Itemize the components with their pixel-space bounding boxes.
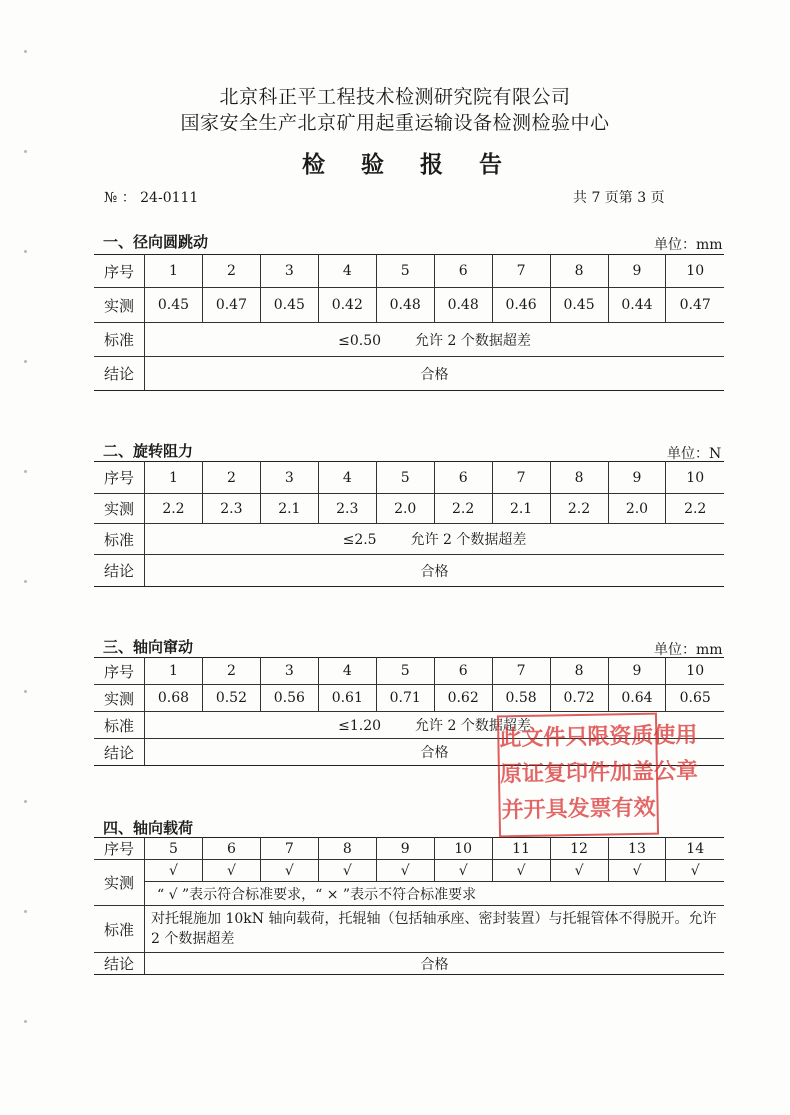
conclusion-cell: 合格 [145,739,725,766]
row-label: 实测 [94,494,145,524]
table-row [94,685,724,712]
seq-cell: 9 [376,838,434,860]
row-label: 实测 [94,288,145,323]
value-cell: 2.1 [492,494,550,524]
standard-cell [145,323,725,357]
row-label: 结论 [94,953,145,975]
seq-cell: 3 [260,255,318,288]
row-label: 实测 [94,860,145,906]
seq-cell: 8 [550,658,608,685]
value-cell: 2.0 [376,494,434,524]
org-name-line1: 北京科正平工程技术检测研究院有限公司 [219,86,571,108]
seq-cell: 10 [666,255,724,288]
stamp-line: 并开具发票有效 [501,795,656,824]
copy-validity-stamp [497,713,699,838]
binding-mark [24,800,27,803]
row-label: 标准 [94,524,145,555]
check-cell: √ [666,860,724,882]
seq-cell: 4 [318,658,376,685]
value-cell: 0.58 [492,685,550,712]
seq-cell: 3 [260,462,318,494]
stamp-line: 此文件只限资质使用 [499,722,698,752]
table-row [94,906,724,953]
value-cell: 0.61 [318,685,376,712]
binding-mark [24,50,27,53]
report-title: 检 验 报 告 [301,151,517,178]
conclusion-cell: 合格 [145,555,725,587]
table-row [94,357,724,391]
row-label: 标准 [94,906,145,953]
seq-cell: 2 [202,462,260,494]
seq-cell: 4 [318,462,376,494]
table-row [94,288,724,323]
check-cell: √ [376,860,434,882]
standard-limit: ≤0.50 [338,332,382,349]
value-cell: 0.65 [666,685,724,712]
axial-load-table [94,837,724,975]
value-cell: 2.2 [550,494,608,524]
seq-cell: 5 [376,658,434,685]
stamp-line: 原证复印件加盖公章 [499,758,699,788]
binding-mark [24,910,27,913]
row-label: 序号 [94,658,145,685]
seq-cell: 1 [145,658,203,685]
row-label: 序号 [94,462,145,494]
standard-cell: 对托辊施加 10kN 轴向载荷，托辊轴（包括轴承座、密封装置）与托辊管体不得脱开。允许 2 个数据超差 [145,906,725,953]
standard-note: 允许 2 个数据超差 [415,718,531,734]
value-cell: 2.1 [260,494,318,524]
table-row [94,555,724,587]
value-cell: 2.2 [145,494,203,524]
seq-cell: 9 [608,462,666,494]
seq-cell: 11 [492,838,550,860]
standard-limit: ≤2.5 [342,532,377,548]
value-cell: 2.0 [608,494,666,524]
binding-mark [24,250,27,253]
table-row [94,255,724,288]
seq-cell: 9 [608,255,666,288]
table-row [94,658,724,685]
row-label: 结论 [94,555,145,587]
check-cell: √ [318,860,376,882]
seq-cell: 4 [318,255,376,288]
seq-cell: 7 [492,462,550,494]
value-cell: 0.72 [550,685,608,712]
value-cell: 0.42 [318,288,376,323]
check-cell: √ [434,860,492,882]
standard-limit: ≤1.20 [338,718,382,734]
check-cell: √ [202,860,260,882]
value-cell: 0.47 [666,288,724,323]
radial-runout-table [94,254,724,391]
seq-cell: 2 [202,255,260,288]
value-cell: 0.44 [608,288,666,323]
value-cell: 0.45 [550,288,608,323]
value-cell: 0.47 [202,288,260,323]
section-unit: 单位：N [667,446,722,462]
table-row [94,882,724,906]
check-cell: √ [550,860,608,882]
seq-cell: 6 [434,255,492,288]
seq-cell: 5 [376,255,434,288]
value-cell: 0.48 [376,288,434,323]
binding-mark [24,580,27,583]
binding-mark [24,690,27,693]
value-cell: 0.68 [145,685,203,712]
check-cell: √ [492,860,550,882]
row-label: 实测 [94,685,145,712]
seq-cell: 1 [145,255,203,288]
seq-cell: 14 [666,838,724,860]
section-unit: 单位：mm [654,642,723,658]
value-cell: 2.2 [666,494,724,524]
value-cell: 2.2 [434,494,492,524]
table-row [94,494,724,524]
seq-cell: 5 [145,838,203,860]
value-cell: 0.46 [492,288,550,323]
table-row [94,860,724,882]
seq-cell: 9 [608,658,666,685]
seq-cell: 10 [434,838,492,860]
value-cell: 0.45 [260,288,318,323]
conclusion-cell: 合格 [145,953,725,975]
table-row [94,838,724,860]
seq-cell: 5 [376,462,434,494]
rotation-resistance-table [94,461,724,587]
org-name-line2: 国家安全生产北京矿用起重运输设备检测检验中心 [180,112,610,134]
check-cell: √ [260,860,318,882]
legend-note: “ √ ”表示符合标准要求，“ × ”表示不符合标准要求 [145,882,725,906]
value-cell: 2.3 [318,494,376,524]
seq-cell: 10 [666,462,724,494]
section-title-rotation-resistance: 二、旋转阻力 [103,442,194,460]
table-row [94,524,724,555]
seq-cell: 6 [434,462,492,494]
value-cell: 0.71 [376,685,434,712]
section-unit: 单位：mm [654,237,723,253]
seq-cell: 7 [492,658,550,685]
value-cell: 0.62 [434,685,492,712]
value-cell: 0.48 [434,288,492,323]
seq-cell: 10 [666,658,724,685]
standard-note: 允许 2 个数据超差 [410,532,527,548]
seq-cell: 8 [550,255,608,288]
value-cell: 2.3 [202,494,260,524]
table-row [94,953,724,975]
check-cell: √ [608,860,666,882]
binding-mark [24,360,27,363]
conclusion-cell: 合格 [145,357,725,391]
seq-cell: 6 [434,658,492,685]
row-label: 序号 [94,255,145,288]
binding-mark [24,1020,27,1023]
seq-cell: 2 [202,658,260,685]
section-title-axial-load: 四、轴向载荷 [103,819,194,837]
seq-cell: 6 [202,838,260,860]
binding-mark [24,470,27,473]
seq-cell: 7 [260,838,318,860]
section-title-axial-play: 三、轴向窜动 [103,638,194,656]
seq-cell: 12 [550,838,608,860]
table-row [94,462,724,494]
row-label: 结论 [94,739,145,766]
row-label: 标准 [94,712,145,739]
seq-cell: 8 [318,838,376,860]
seq-cell: 13 [608,838,666,860]
standard-cell [145,524,725,555]
value-cell: 0.45 [145,288,203,323]
seq-cell: 8 [550,462,608,494]
row-label: 结论 [94,357,145,391]
check-cell: √ [145,860,203,882]
value-cell: 0.64 [608,685,666,712]
seq-cell: 3 [260,658,318,685]
page-info: 共 7 页第 3 页 [573,190,665,206]
standard-note: 允许 2 个数据超差 [415,332,531,349]
value-cell: 0.52 [202,685,260,712]
table-row [94,323,724,357]
row-label: 标准 [94,323,145,357]
seq-cell: 7 [492,255,550,288]
section-title-radial-runout: 一、径向圆跳动 [103,233,209,251]
seq-cell: 1 [145,462,203,494]
row-label: 序号 [94,838,145,860]
value-cell: 0.56 [260,685,318,712]
report-number: № ： 24-0111 [104,190,199,206]
